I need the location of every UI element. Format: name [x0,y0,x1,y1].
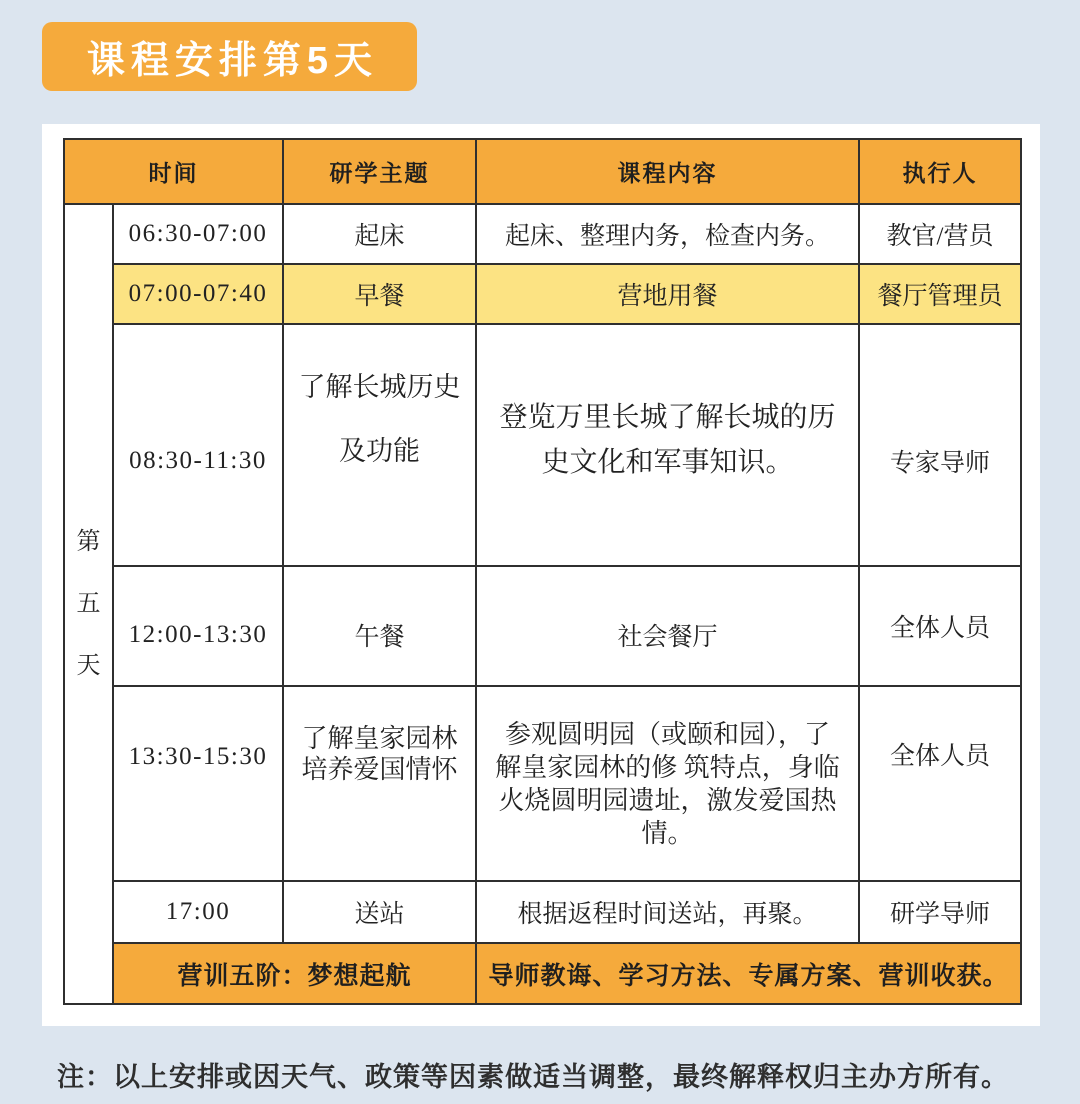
content-line: 营地用餐 [617,283,718,310]
table-header-row [64,139,1021,204]
table-row [64,566,1021,686]
content-line: 起床、整理内务，检查内务。 [504,223,830,250]
theme-cell [283,204,476,264]
summary-stage: 营训五阶：梦想起航 [113,943,476,1004]
day-label: 第五天 [76,529,101,679]
time-cell: 17:00 [113,881,283,943]
theme-line: 了解皇家园林 [301,723,458,753]
content-line: 社会餐厅 [617,624,718,651]
table-row [64,204,1021,264]
time-cell: 12:00-13:30 [113,566,283,686]
day-cell [64,204,113,1004]
theme-line: 了解长城历史 [298,372,461,402]
summary-outcomes: 导师教诲、学习方法、专属方案、营训收获。 [476,943,1021,1004]
header-theme: 研学主题 [283,139,476,204]
content-line: 根据返程时间送站，再聚。 [517,901,818,928]
theme-cell [283,324,476,566]
executor-cell: 研学导师 [859,881,1021,943]
header-time: 时间 [64,139,283,204]
table-row [64,881,1021,943]
executor-cell: 全体人员 [859,566,1021,686]
executor-cell: 专家导师 [859,324,1021,566]
executor-cell: 全体人员 [859,686,1021,881]
content-line: 参观圆明园（或颐和园），了 [504,719,830,749]
theme-cell [283,264,476,324]
theme-line: 及功能 [339,436,420,466]
executor-cell: 教官/营员 [859,204,1021,264]
theme-line: 早餐 [354,283,405,310]
time-cell: 08:30-11:30 [113,324,283,566]
table-row-highlighted [64,264,1021,324]
content-cell [476,881,859,943]
theme-line: 起床 [354,223,405,250]
theme-cell [283,566,476,686]
content-cell [476,264,859,324]
theme-line: 培养爱国情怀 [301,754,458,784]
content-cell [476,686,859,881]
content-line: 情。 [641,818,694,848]
theme-line: 午餐 [354,624,405,651]
header-content: 课程内容 [476,139,859,204]
content-line: 登览万里长城了解长城的历 [499,402,836,433]
schedule-table [63,138,1022,1005]
content-cell [476,566,859,686]
theme-cell [283,881,476,943]
table-row [64,324,1021,566]
time-cell: 07:00-07:40 [113,264,283,324]
theme-line: 送站 [354,901,405,928]
content-line: 解皇家园林的修 筑特点，身临 [495,752,840,782]
schedule-panel [42,124,1040,1026]
page-title: 课程安排第5天 [86,40,379,82]
footnote: 注：以上安排或因天气、政策等因素做适当调整，最终解释权归主办方所有。 [57,1062,1009,1092]
content-line: 火烧圆明园遗址，激发爱国热 [498,785,837,815]
content-cell [476,204,859,264]
time-cell: 13:30-15:30 [113,686,283,881]
content-line: 史文化和军事知识。 [541,447,794,478]
theme-cell [283,686,476,881]
title-banner [42,22,417,91]
summary-row [64,943,1021,1004]
time-cell: 06:30-07:00 [113,204,283,264]
executor-cell: 餐厅管理员 [859,264,1021,324]
content-cell [476,324,859,566]
header-executor: 执行人 [859,139,1021,204]
table-row [64,686,1021,881]
